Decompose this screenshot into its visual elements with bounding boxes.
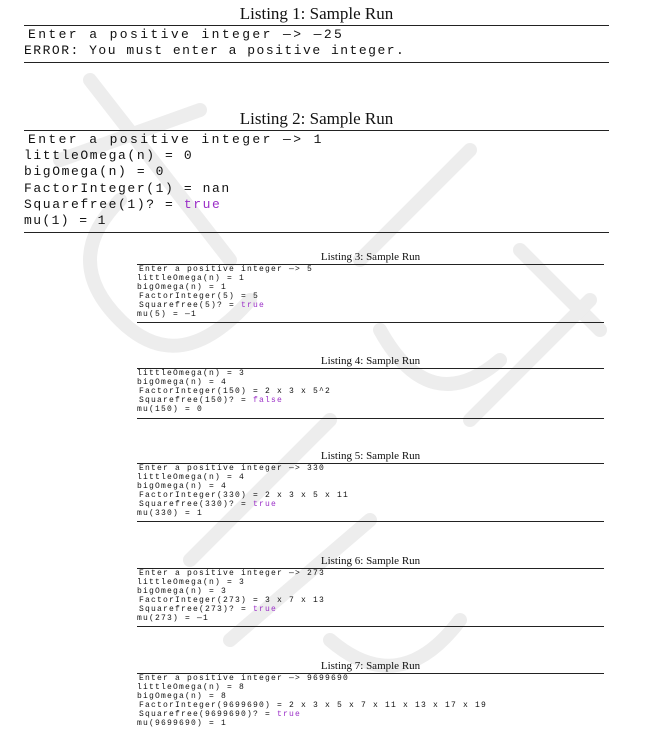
- code-line: Enter a positive integer —> 9699690: [139, 674, 350, 683]
- code-text: Squarefree(273)? =: [139, 604, 254, 614]
- listing-4-body: [137, 369, 604, 419]
- code-line: bigOmega(n) = 3: [137, 586, 228, 596]
- listing-1: [24, 3, 609, 63]
- code-line: littleOmega(n) = 3: [137, 369, 246, 378]
- code-line: FactorInteger(273) = 3 x 7 x 13: [139, 595, 326, 605]
- code-line: littleOmega(n) = 1: [137, 273, 246, 283]
- code-line: Enter a positive integer —> 330: [139, 464, 326, 473]
- code-text: FactorInteger(1) = nan: [24, 180, 231, 196]
- keyword-true: true: [183, 196, 222, 212]
- listing-1-body: [24, 26, 609, 63]
- keyword-true: true: [253, 604, 278, 614]
- code-line: littleOmega(n) = 4: [137, 472, 246, 482]
- listing-2-body: [24, 131, 609, 233]
- code-line: littleOmega(n) = 3: [137, 577, 246, 587]
- listing-1-title: Listing 1: Sample Run: [24, 3, 609, 26]
- listing-3-body: [137, 265, 604, 323]
- code-line: ERROR: You must enter a positive integer.: [24, 43, 406, 59]
- listing-5: [137, 450, 604, 522]
- listing-7-body: [137, 674, 604, 731]
- code-line: [137, 302, 604, 311]
- code-line: littleOmega(n) = 0: [24, 148, 194, 164]
- code-line: bigOmega(n) = 4: [137, 377, 228, 387]
- keyword-true: true: [241, 300, 266, 310]
- code-line: Enter a positive integer —> —25: [28, 27, 345, 42]
- code-line: FactorInteger(9699690) = 2 x 3 x 5 x 7 x 11 x 13 x 17 x 19: [139, 700, 488, 710]
- listing-4: [137, 355, 604, 419]
- listing-2-title: Listing 2: Sample Run: [24, 108, 609, 131]
- listing-3-title: Listing 3: Sample Run: [137, 251, 604, 265]
- code-line: FactorInteger(330) = 2 x 3 x 5 x 11: [139, 490, 350, 500]
- listing-2: [24, 108, 609, 233]
- keyword-false: false: [253, 395, 284, 405]
- code-line: littleOmega(n) = 8: [137, 682, 246, 692]
- code-line: bigOmega(n) = 4: [137, 481, 228, 491]
- code-text: Squarefree(5)? =: [139, 300, 242, 310]
- code-text: Squarefree(9699690)? =: [139, 709, 278, 719]
- code-text: Squarefree(330)? =: [139, 499, 254, 509]
- listing-7: [137, 660, 604, 731]
- code-line: [24, 181, 609, 197]
- code-line: mu(273) = —1: [137, 613, 210, 623]
- code-line: mu(330) = 1: [137, 508, 204, 518]
- code-line: Enter a positive integer —> 5: [139, 265, 314, 274]
- listing-5-body: [137, 464, 604, 522]
- listing-7-title: Listing 7: Sample Run: [137, 660, 604, 674]
- code-line: mu(9699690) = 1: [137, 718, 228, 728]
- code-line: bigOmega(n) = 1: [137, 282, 228, 292]
- keyword-true: true: [253, 499, 278, 509]
- listing-6-title: Listing 6: Sample Run: [137, 555, 604, 569]
- code-line: mu(1) = 1: [24, 213, 107, 229]
- code-line: mu(5) = —1: [137, 309, 198, 319]
- code-line: Enter a positive integer —> 1: [28, 132, 324, 147]
- code-line: [24, 197, 609, 213]
- code-text: Squarefree(150)? =: [139, 395, 254, 405]
- code-line: FactorInteger(150) = 2 x 3 x 5^2: [139, 386, 332, 396]
- listing-4-title: Listing 4: Sample Run: [137, 355, 604, 369]
- code-line: FactorInteger(5) = 5: [139, 291, 260, 301]
- listing-6-body: [137, 569, 604, 627]
- listing-5-title: Listing 5: Sample Run: [137, 450, 604, 464]
- listing-6: [137, 555, 604, 627]
- code-line: Enter a positive integer —> 273: [139, 569, 326, 578]
- code-line: mu(150) = 0: [137, 404, 204, 414]
- code-text: Squarefree(1)? =: [24, 196, 184, 212]
- code-line: [137, 501, 604, 510]
- code-line: [137, 397, 604, 406]
- keyword-true: true: [277, 709, 302, 719]
- code-line: bigOmega(n) = 8: [137, 691, 228, 701]
- code-line: bigOmega(n) = 0: [24, 164, 166, 180]
- listing-3: [137, 251, 604, 323]
